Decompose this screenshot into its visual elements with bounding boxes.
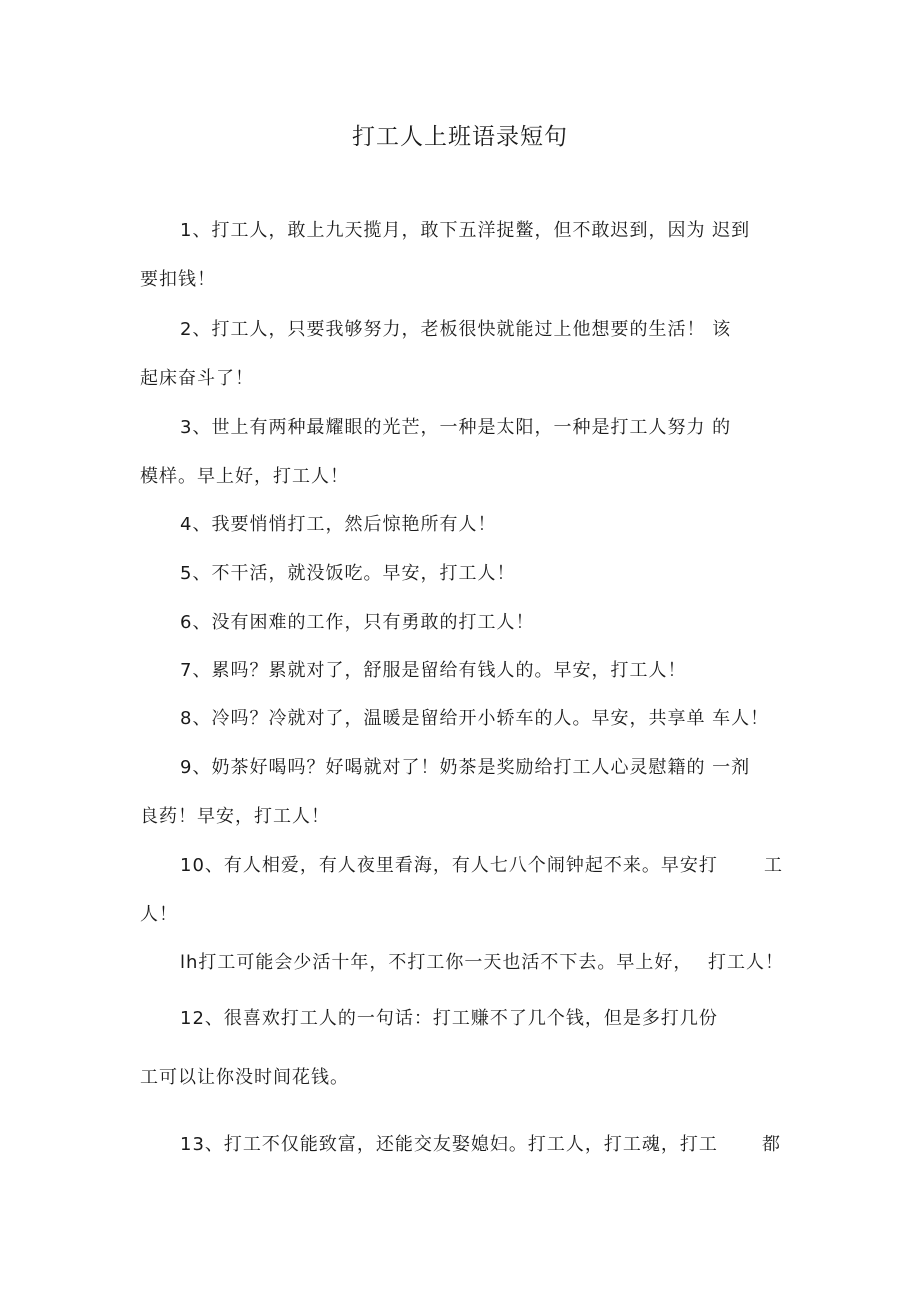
quote-13-line-1-tail: 都 [762,1134,781,1155]
quote-2-line-2: 起床奋斗了！ [140,368,254,389]
quote-10-line-1-tail: 工 [764,855,783,876]
quote-3-line-2: 模样。早上好，打工人！ [140,466,349,487]
quote-1-line-1: 1、打工人，敢上九天揽月，敢下五洋捉鳖，但不敢迟到，因为 迟到 [180,220,751,241]
quote-5: 5、不干活，就没饭吃。早安，打工人！ [180,563,516,584]
quote-10-line-1: 10、有人相爱，有人夜里看海，有人七八个闹钟起不来。早安打 [180,855,718,876]
quote-10-line-2: 人！ [140,904,178,925]
quote-9-line-2: 良药！早安，打工人！ [140,806,330,827]
quote-11-line-1: lh打工可能会少活十年，不打工你一天也活不下去。早上好， [180,952,693,973]
quote-13-line-1: 13、打工不仅能致富，还能交友娶媳妇。打工人，打工魂，打工 [180,1134,718,1155]
quote-8: 8、冷吗？冷就对了，温暖是留给开小轿车的人。早安，共享单 车人！ [180,708,770,729]
quote-7: 7、累吗？累就对了，舒服是留给有钱人的。早安，打工人！ [180,660,687,681]
quote-6: 6、没有困难的工作，只有勇敢的打工人！ [180,612,535,633]
quote-2-line-1: 2、打工人，只要我够努力，老板很快就能过上他想要的生活！ 该 [180,319,732,340]
quote-1-line-2: 要扣钱！ [140,269,216,290]
quote-9-line-1: 9、奶茶好喝吗？好喝就对了！奶茶是奖励给打工人心灵慰籍的 一剂 [180,757,751,778]
quote-11-line-1-tail: 打工人！ [708,952,784,973]
quote-3-line-1: 3、世上有两种最耀眼的光芒，一种是太阳，一种是打工人努力 的 [180,417,732,438]
quote-4: 4、我要悄悄打工，然后惊艳所有人！ [180,514,497,535]
quote-12-line-1: 12、很喜欢打工人的一句话：打工赚不了几个钱，但是多打几份 [180,1008,718,1029]
document-title: 打工人上班语录短句 [352,124,568,150]
quote-12-line-2: 工可以让你没时间花钱。 [140,1067,349,1088]
